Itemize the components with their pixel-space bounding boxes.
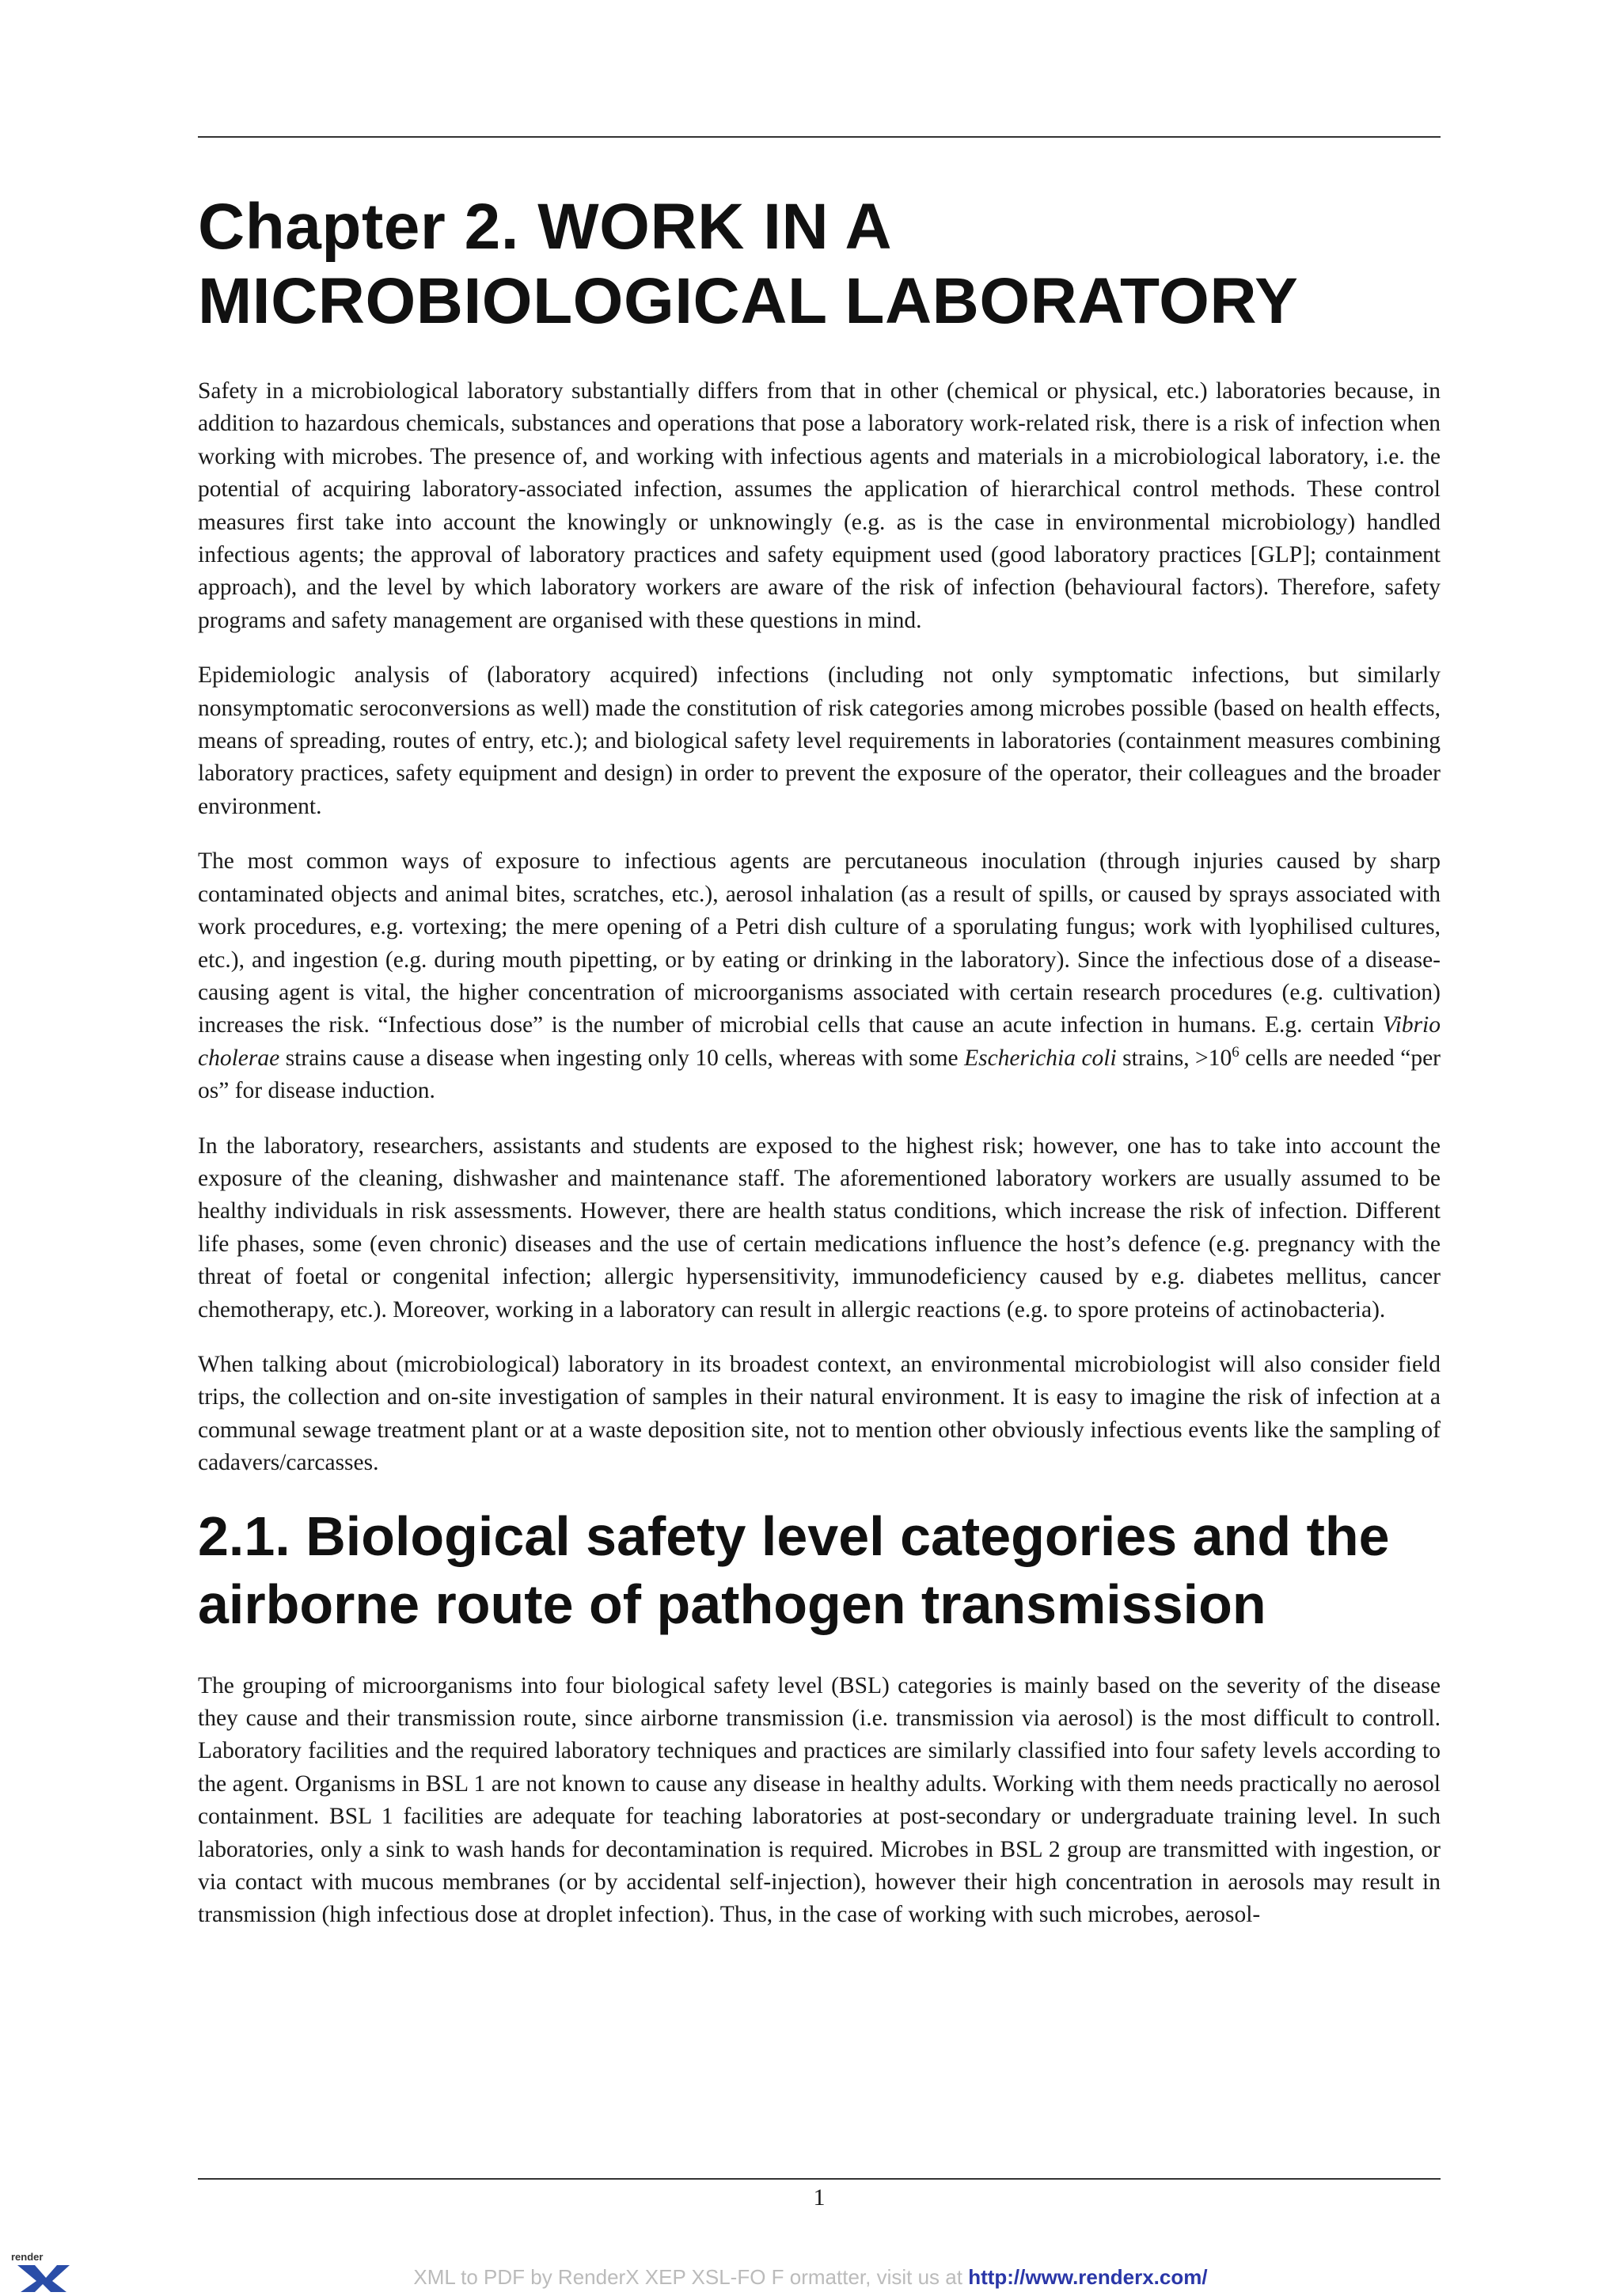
page-content (198, 190, 1441, 1954)
section-title: 2.1. Biological safety level categories and the airborne route of pathogen transmission (198, 1505, 1390, 1635)
paragraph-exposure-routes (198, 845, 1441, 1107)
paragraph-field-trips: When talking about (microbiological) laboratory in its broadest context, an environmental microbiologist will also consider field trips, the collection and on-site investigation of samples in their natural environment. It is easy to imagine the risk of infection at a communal sewage treatment plant or at a waste deposition site, not to mention other obviously infectious events like the sampling of cadavers/carcasses. (198, 1351, 1441, 1476)
chapter-title: Chapter 2. WORK IN A MICROBIOLOGICAL LABORATORY (198, 191, 1299, 337)
top-rule (198, 136, 1441, 138)
paragraph-risk-groups: In the laboratory, researchers, assistants and students are exposed to the highest risk; however, one has to take into account the exposure of the cleaning, dishwasher and maintenance staff. The aforementioned laboratory workers are usually assumed to be healthy individuals in risk assessments. However, there are health status conditions, which increase the risk of infection. Different life phases, some (even chronic) diseases and the use of certain medications influence the host’s defence (e.g. pregnancy with the threat of foetal or congenital infection; allergic hypersensitivity, immunodeficiency caused by e.g. diabetes mellitus, cancer chemotherapy, etc.). Moreover, working in a laboratory can result in allergic reactions (e.g. to spore proteins of actinobacteria). (198, 1133, 1441, 1323)
exponent: 6 (1232, 1043, 1239, 1061)
bottom-rule (198, 2178, 1441, 2180)
footer-text: XML to PDF by RenderX XEP XSL-FO F ormatter, visit us at (413, 2265, 969, 2289)
text-span: The most common ways of exposure to infectious agents are percutaneous inoculation (through injuries caused by sharp contaminated objects and animal bites, scratches, etc.), aerosol inhalation (as a result of spills, or caused by sprays associated with work procedures, e.g. vortexing; the mere opening of a Petri dish culture of a sporulating fungus; work with lyophilised cultures, etc.), and ingestion (e.g. during mouth pipetting, or by eating or drinking in the laboratory). Since the infectious dose of a disease-causing agent is vital, the higher concentration of microorganisms associated with certain research procedures (e.g. cultivation) increases the risk. “Infectious dose” is the number of microbial cells that cause an acute infection in humans. E.g. certain (198, 848, 1441, 1038)
footer-link[interactable]: http://www.renderx.com/ (968, 2265, 1208, 2289)
footer (0, 2265, 1621, 2290)
paragraph-bsl-categories: The grouping of microorganisms into four biological safety level (BSL) categories is mainly based on the severity of the disease they cause and their transmission route, since airborne transmission (i.e. transmission via aerosol) is the most difficult to controll. Laboratory facilities and the required laboratory techniques and practices are similarly classified into four safety levels according to the agent. Organisms in BSL 1 are not known to cause any disease in healthy adults. Working with them needs practically no aerosol containment. BSL 1 facilities are adequate for teaching laboratories at post-secondary or undergraduate training level. In such laboratories, only a sink to wash hands for decontamination is required. Microbes in BSL 2 group are transmitted with ingestion, or via contact with mucous membranes (or by accidental self-injection), however their high concentration in aerosols may result in transmission (high infectious dose at droplet infection). Thus, in the case of working with such microbes, aerosol- (198, 1672, 1441, 1928)
text-span: strains, >10 (1116, 1045, 1232, 1071)
page-number: 1 (813, 2184, 826, 2211)
species-vibrio-cholerae: Vibrio cholerae (198, 1012, 1441, 1071)
renderx-logo-word: render (11, 2251, 44, 2263)
text-span: strains cause a disease when ingesting only 10 cells, whereas with some (279, 1045, 965, 1071)
paragraph-safety-intro: Safety in a microbiological laboratory substantially differs from that in other (chemical or physical, etc.) laboratories because, in addition to hazardous chemicals, substances and operations that pose a laboratory work-related risk, there is a risk of infection when working with microbes. The presence of, and working with infectious agents and materials in a microbiological laboratory, i.e. the potential of acquiring laboratory-associated infection, assumes the application of hierarchical control methods. These control measures first take into account the knowingly or unknowingly (e.g. as is the case in environmental microbiology) handled infectious agents; the approval of laboratory practices and safety equipment used (good laboratory practices [GLP]; containment approach), and the level by which laboratory workers are aware of the risk of infection (behavioural factors). Therefore, safety programs and safety management are organised with these questions in mind. (198, 378, 1441, 633)
species-escherichia-coli: Escherichia coli (964, 1045, 1117, 1071)
paragraph-epidemiologic-analysis: Epidemiologic analysis of (laboratory acquired) infections (including not only symptomatic infections, but similarly nonsymptomatic seroconversions as well) made the constitution of risk categories among microbes possible (based on health effects, means of spreading, routes of entry, etc.); and biological safety level requirements in laboratories (containment measures combining laboratory practices, safety equipment and design) in order to prevent the exposure of the operator, their colleagues and the broader environment. (198, 662, 1441, 819)
text-span: cells are needed “per os” for disease induction. (198, 1045, 1441, 1104)
